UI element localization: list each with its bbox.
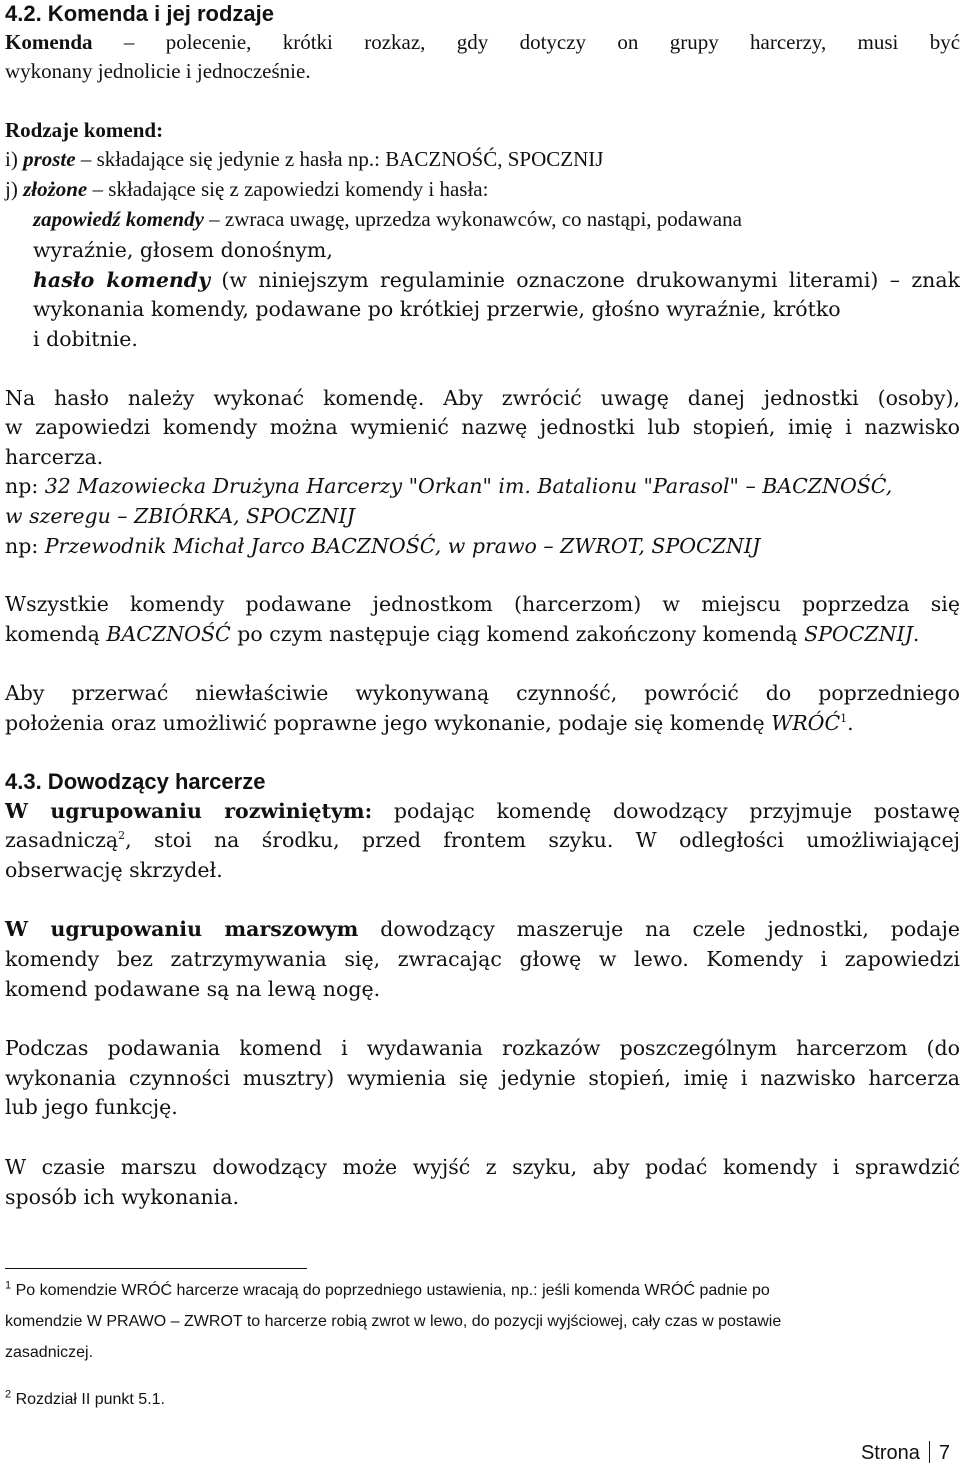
command-word: WRÓĆ [771,711,841,735]
definition-text: polecenie, krótki rozkaz, gdy dotyczy on grupy harcerzy, musi być [165,30,960,54]
command-word: BACZNOŚĆ [106,622,231,646]
page-label: Strona [860,1442,920,1464]
example-line-3 [5,532,960,561]
text-run: zasadniczą [5,828,119,852]
text-run: komendą [5,622,100,646]
bold-term: W ugrupowaniu marszowym [5,917,359,941]
footnote-1-line-1 [5,1280,945,1302]
paragraph-line [5,797,960,826]
password-text: (w niniejszym regulaminie oznaczone drukowanymi literami) – znak [221,268,960,292]
footnote-2 [5,1389,945,1411]
paragraph-line: Na hasło należy wykonać komendę. Aby zwrócić uwagę danej jednostki (osoby), [5,386,960,410]
paragraph-line: harcerza. [5,445,104,469]
paragraph-line: komend podawane są na lewą nogę. [5,977,381,1001]
password-line-1 [33,266,960,295]
list-term: proste [23,147,76,171]
example-line-1 [5,472,960,501]
paragraph-line: Aby przerwać niewłaściwie wykonywaną czynność, powrócić do poprzedniego [5,681,960,705]
paragraph-line: komendy bez zatrzymywania się, zwracając głowę w lewo. Komendy i zapowiedzi [5,947,960,971]
announcement-term: zapowiedź komendy [33,207,204,231]
bold-term: W ugrupowaniu rozwiniętym: [5,799,373,823]
paragraph-line [5,915,960,944]
section-heading-4-2: 4.2. Komenda i jej rodzaje [5,1,274,26]
password-term: hasło komendy [33,268,211,292]
paragraph-line: obserwację skrzydeł. [5,858,223,882]
paragraph-line: lub jego funkcję. [5,1095,178,1119]
announcement-line-2: wyraźnie, głosem donośnym, [33,238,333,262]
list-marker: j) [5,177,18,201]
example-text: 32 Mazowiecka Drużyna Harcerzy "Orkan" im. Batalionu "Parasol" – BACZNOŚĆ, [44,474,893,498]
footnote-number: 1 [5,1279,12,1292]
footnote-number: 2 [5,1388,12,1401]
password-line-3: i dobitnie. [33,327,138,351]
example-line-2: w szeregu – ZBIÓRKA, SPOCZNIJ [5,504,355,528]
text-run: . [847,711,854,735]
section-heading-4-3: 4.3. Dowodzący harcerze [5,769,266,794]
paragraph-line [5,826,960,855]
paragraph-line [5,620,960,649]
paragraph-line: Podczas podawania komend i wydawania rozkazów poszczególnym harcerzom (do [5,1036,960,1060]
footer-divider [929,1441,930,1463]
paragraph-line [5,709,960,738]
paragraph-line: W czasie marszu dowodzący może wyjść z szyku, aby podać komendy i sprawdzić [5,1155,960,1179]
text-run: położenia oraz umożliwić poprawne jego wykonanie, podaje się komendę [5,711,765,735]
footnote-text: Rozdział II punkt 5.1. [15,1391,165,1408]
list-text: składające się jedynie z hasła np.: BACZNOŚĆ, SPOCZNIJ [96,147,604,171]
footnote-1-line-2: komendzie W PRAWO – ZWROT to harcerze robią zwrot w lewo, do pozycji wyjściowej, cały czas w postawie [5,1313,782,1330]
page-footer [861,1440,950,1466]
text-run: dowodzący maszeruje na czele jednostki, podaje [380,917,960,941]
text-run: podając komendę dowodzący przyjmuje postawę [393,799,960,823]
list-marker: i) [5,147,18,171]
example-prefix: np: [5,474,39,498]
list-item-simple: i) proste – składające się jedynie z hasła np.: BACZNOŚĆ, SPOCZNIJ [5,147,604,171]
command-word: SPOCZNIJ [804,622,913,646]
example-prefix: np: [5,534,39,558]
list-item-compound: j) złożone – składające się z zapowiedzi komendy i hasła: [5,177,489,201]
text-run: po czym następuje ciąg komend zakończony komendą [237,622,798,646]
list-text: składające się z zapowiedzi komendy i hasła: [108,177,489,201]
footnote-1-line-3: zasadniczej. [5,1344,94,1361]
paragraph-line: sposób ich wykonania. [5,1185,240,1209]
text-run: , stoi na środku, przed frontem szyku. W odległości umożliwiającej [125,828,960,852]
text-run: . [912,622,920,646]
page-number: 7 [938,1442,950,1464]
example-text: Przewodnik Michał Jarco BACZNOŚĆ, w prawo – ZWROT, SPOCZNIJ [44,534,761,558]
footnote-ref[interactable]: 1 [840,712,848,726]
definition-line-1: Komenda – polecenie, krótki rozkaz, gdy dotyczy on grupy harcerzy, musi być [5,30,960,54]
list-term: złożone [23,177,88,201]
definition-line-2: wykonany jednolicie i jednocześnie. [5,59,311,83]
paragraph-line: Wszystkie komendy podawane jednostkom (harcerzom) w miejscu poprzedza się [5,592,960,616]
footnote-separator [5,1268,307,1269]
footnote-ref[interactable]: 2 [118,829,126,843]
definition-term: Komenda [5,30,93,54]
footnote-text: Po komendzie WRÓĆ harcerze wracają do poprzedniego ustawienia, np.: jeśli komenda WRÓĆ padnie po [15,1282,770,1299]
paragraph-line: wykonania czynności musztry) wymienia się jedynie stopień, imię i nazwisko harcerza [5,1066,960,1090]
announcement-text: zwraca uwagę, uprzedza wykonawców, co nastąpi, podawana [224,207,742,231]
paragraph-line: w zapowiedzi komendy można wymienić nazwę jednostki lub stopień, imię i nazwisko [5,415,960,439]
password-line-2: wykonania komendy, podawane po krótkiej przerwie, głośno wyraźnie, krótko [33,297,841,321]
announcement-line-1: zapowiedź komendy – zwraca uwagę, uprzedza wykonawców, co nastąpi, podawana [33,207,742,231]
command-types-heading: Rodzaje komend: [5,118,164,142]
